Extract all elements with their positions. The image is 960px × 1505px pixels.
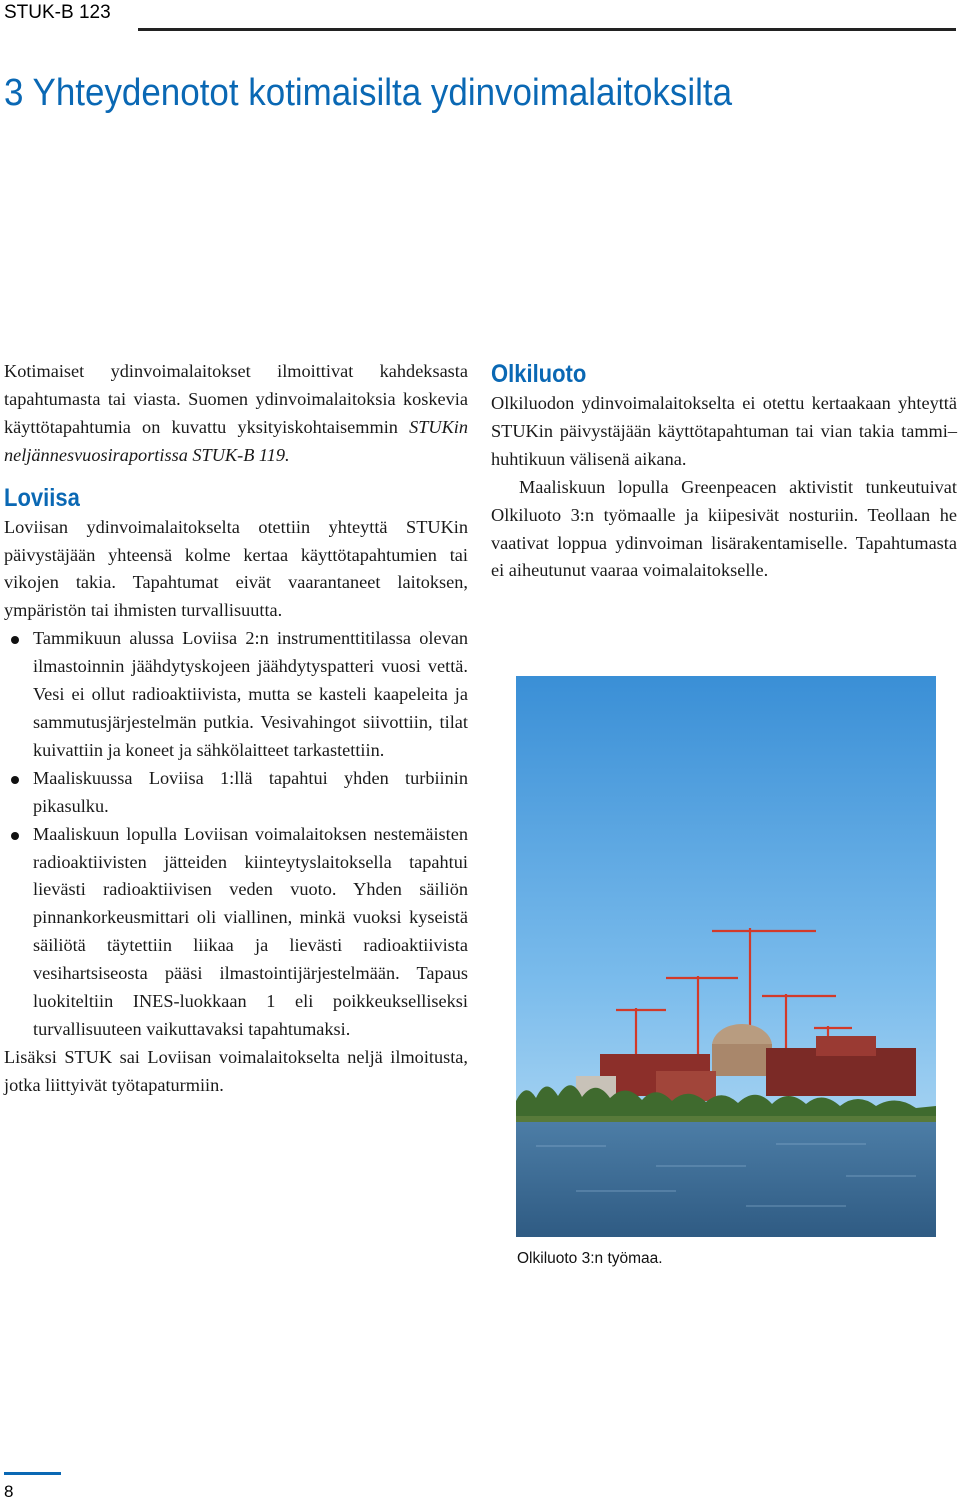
list-item	[4, 625, 468, 765]
list-item	[4, 821, 468, 1044]
intro-paragraph	[4, 358, 468, 470]
loviisa-closing-paragraph: Lisäksi STUK sai Loviisan voimalaitokselta neljä ilmoitusta, jotka liittyivät työtapaturmiin.	[4, 1046, 468, 1095]
bullet-icon	[11, 776, 19, 784]
left-column	[4, 358, 468, 1100]
bullet-icon	[11, 636, 19, 644]
header-rule	[138, 28, 956, 31]
list-item-text: Maaliskuun lopulla Loviisan voimalaitoksen nestemäisten radioaktiivisten jätteiden kiinteytyslaitoksella tapahtui lievästi radioaktiivisen veden vuoto. Yhden säiliön pinnankorkeusmittari oli viallinen, minkä vuoksi kyseistä säiliötä täytettiin liikaa ja lievästi radioaktiivista vesihartsiseosta pääsi ilmastointijärjestelmään. Tapaus luokiteltiin INES-luokkaan 1 eli poikkeukselliseksi turvallisuuteen vaikuttavaksi tapahtumaksi.	[33, 823, 468, 1039]
loviisa-heading: Loviisa	[4, 483, 80, 512]
photo-caption: Olkiluoto 3:n työmaa.	[517, 1250, 663, 1267]
olkiluoto-paragraph-2: Maaliskuun lopulla Greenpeacen aktivistit tunkeutuivat Olkiluoto 3:n työmaalle ja kiipesivät nosturiin. Teollaan he vaativat loppua ydinvoiman lisärakentamiselle. Tapahtumasta ei aiheutunut vaaraa voimalaitokselle.	[491, 476, 957, 581]
right-column	[491, 358, 957, 585]
series-label: STUK-B 123	[4, 2, 111, 23]
intro-report-reference: STUKin neljännesvuosiraportissa STUK-B 119.	[4, 416, 468, 465]
olkiluoto-heading: Olkiluoto	[491, 360, 587, 388]
olkiluoto-construction-photo	[516, 676, 936, 1237]
list-item-text: Maaliskuussa Loviisa 1:llä tapahtui yhden turbiinin pikasulku.	[33, 767, 468, 816]
page-number: 8	[4, 1482, 14, 1501]
loviisa-paragraph: Loviisan ydinvoimalaitokselta otettiin yhteyttä STUKin päivystäjään yhteensä kolme kertaa käyttötapahtumien tai vikojen takia. Tapahtumat eivät vaarantaneet laitoksen, ympäristön tai ihmisten turvallisuutta.	[4, 516, 468, 621]
list-item-text: Tammikuun alussa Loviisa 2:n instrumenttitilassa olevan ilmastoinnin jäähdytyskojeen jäähdytyspatteri vuosi vettä. Vesi ei ollut radioaktiivista, mutta se kasteli kaapeleita ja sammutusjärjestelmän putkia. Vesivahingot siivottiin, tilat kuivattiin ja koneet ja sähkölaitteet tarkastettiin.	[33, 628, 468, 760]
chapter-title: 3 Yhteydenotot kotimaisilta ydinvoimalaitoksilta	[4, 72, 733, 114]
intro-text: Kotimaiset ydinvoimalaitokset ilmoittivat kahdeksasta tapahtumasta tai viasta. Suomen ydinvoimalaitoksia koskevia käyttötapahtumia on kuvattu yksityiskohtaisemmin	[4, 361, 468, 437]
list-item	[4, 765, 468, 821]
loviisa-event-list	[4, 625, 468, 1044]
bullet-icon	[11, 832, 19, 840]
olkiluoto-paragraph-1: Olkiluodon ydinvoimalaitokselta ei otettu kertaakaan yhteyttä STUKin päivystäjään käyttötapahtuman tai vian takia tammi–huhtikuun välisenä aikana.	[491, 393, 957, 469]
footer-rule	[4, 1472, 61, 1475]
